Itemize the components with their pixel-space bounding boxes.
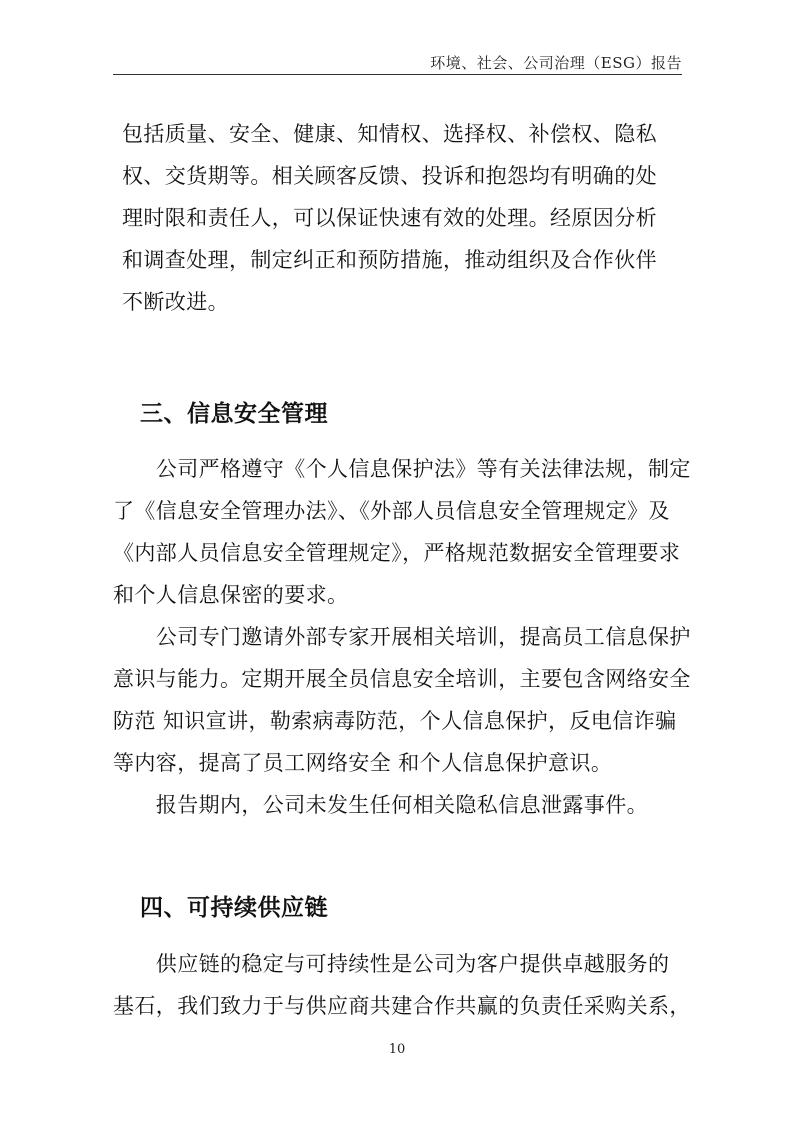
section-heading-sustainable-supply-chain: 四、可持续供应链 xyxy=(140,895,328,921)
paragraph-line: 供应链的稳定与可持续性是公司为客户提供卓越服务的 xyxy=(113,952,670,976)
header-rule xyxy=(113,74,682,75)
paragraph-line: 《内部人员信息安全管理规定》，严格规范数据安全管理要求 xyxy=(113,541,681,565)
paragraph-line: 不断改进。 xyxy=(122,290,229,314)
paragraph-line: 包括质量、安全、健康、知情权、选择权、补偿权、隐私 xyxy=(122,122,657,146)
paragraph-line: 和个人信息保密的要求。 xyxy=(113,583,349,607)
paragraph-line: 和调查处理，制定纠正和预防措施，推动组织及合作伙伴 xyxy=(122,248,657,272)
paragraph-line: 防范 知识宣讲，勒索病毒防范，个人信息保护，反电信诈骗 xyxy=(113,709,677,733)
supply-chain-body xyxy=(113,943,691,1027)
paragraph-line: 公司严格遵守《个人信息保护法》等有关法律法规，制定 xyxy=(113,457,691,481)
information-security-body xyxy=(113,448,691,826)
section-heading-information-security: 三、信息安全管理 xyxy=(140,401,328,427)
paragraph-line: 意识与能力。定期开展全员信息安全培训，主要包含网络安全 xyxy=(113,667,691,691)
paragraph-line: 等内容，提高了员工网络安全 和个人信息保护意识。 xyxy=(113,751,613,775)
running-header: 环境、社会、公司治理（ESG）报告 xyxy=(430,54,682,72)
paragraph-line: 公司专门邀请外部专家开展相关培训，提高员工信息保护 xyxy=(113,625,691,649)
paragraph-line: 基石，我们致力于与供应商共建合作共赢的负责任采购关系， xyxy=(113,994,691,1018)
paragraph-line: 报告期内，公司未发生任何相关隐私信息泄露事件。 xyxy=(113,793,648,817)
paragraph-line: 权、交货期等。相关顾客反馈、投诉和抱怨均有明确的处 xyxy=(122,164,657,188)
continuation-paragraph xyxy=(122,113,657,323)
page-number: 10 xyxy=(388,1042,406,1057)
paragraph-line: 了《信息安全管理办法》、《外部人员信息安全管理规定》及 xyxy=(113,499,670,523)
paragraph-line: 理时限和责任人，可以保证快速有效的处理。经原因分析 xyxy=(122,206,657,230)
